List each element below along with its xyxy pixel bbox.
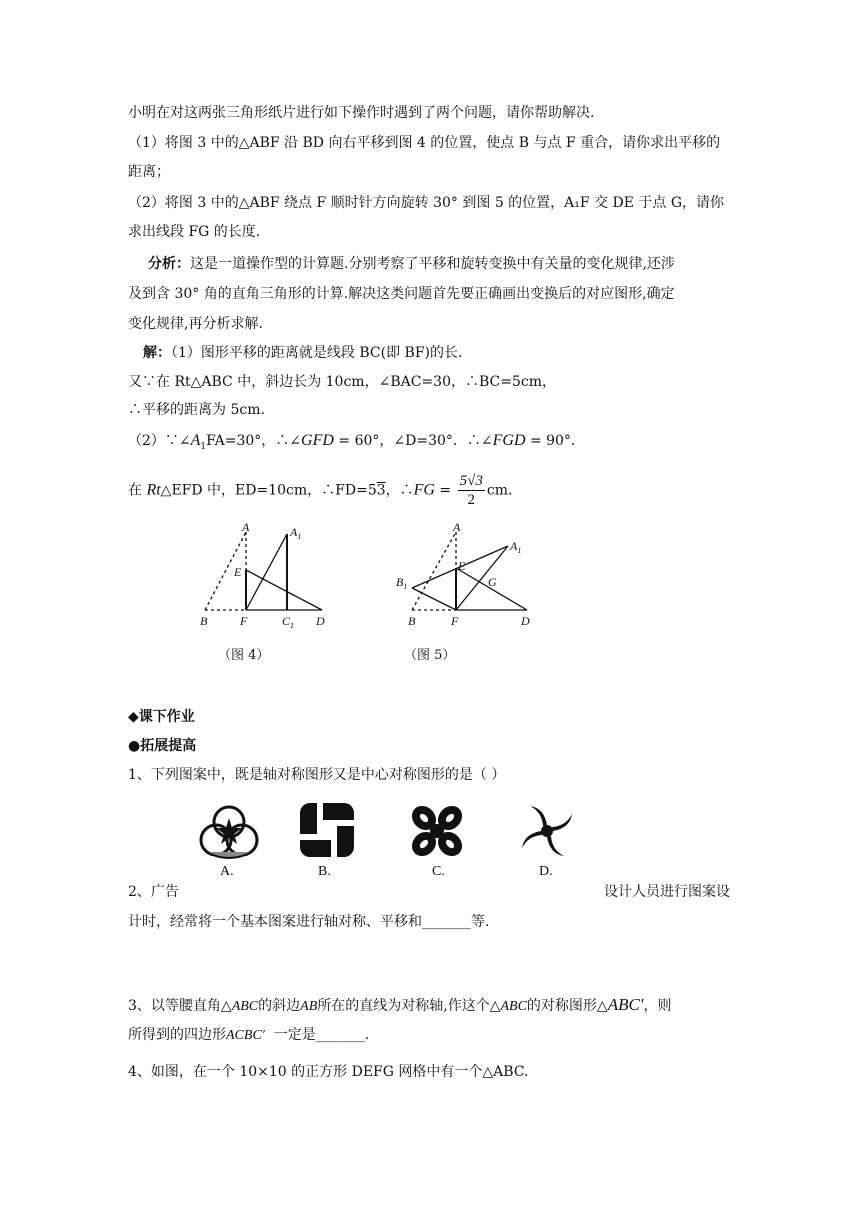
problem-4-text: 4、如图，在一个 10×10 的正方形 DEFG 网格中有一个△ABC. <box>128 1064 529 1080</box>
fig4-label-c1: $C_1$ <box>282 614 295 630</box>
fig5-label-d: D <box>521 614 530 628</box>
p3-part-a: 3、以等腰直角△ <box>128 998 232 1014</box>
sol4-var-fgd: FGD <box>492 432 526 449</box>
option-b-figure <box>297 800 357 860</box>
analysis-label: 分析： <box>148 256 190 272</box>
sol5-var-fg: FG <box>413 481 435 499</box>
fig5-label-g: G <box>488 575 497 589</box>
solution-text-1: （1）图形平移的距离就是线段 BC(即 BF)的长. <box>171 345 463 361</box>
homework-heading: ◆课下作业 <box>128 709 195 725</box>
fig4-label-a: A <box>242 522 250 534</box>
sol5-part-d: ，∴ <box>385 482 414 499</box>
fig4-label-f: F <box>240 614 248 628</box>
p3-part-i: ，则 <box>643 998 672 1014</box>
solution-label: 解： <box>143 345 171 361</box>
option-c-label: C. <box>432 864 445 879</box>
analysis-line-3: 变化规律,再分析求解. <box>128 316 263 332</box>
p3-var-abc-2: ABC <box>500 999 527 1014</box>
solution-line-2: 又∵在 Rt△ABC 中，斜边长为 10cm，∠BAC=30，∴BC=5cm， <box>128 374 556 390</box>
sol5-unit: cm. <box>486 482 513 499</box>
problem-2-line-2: 计时，经常将一个基本图案进行轴对称、平移和_______等. <box>128 914 490 930</box>
sol5-sqrt: 3 <box>376 482 386 499</box>
sol4-part-c: FA=30°，∴∠ <box>206 433 302 449</box>
fig4-line-fa1 <box>246 534 287 610</box>
fig4-label-e: E <box>234 565 242 579</box>
p3-line2-part-c: 一定是_______. <box>273 1027 370 1043</box>
sol4-part-a: （2）∵∠ <box>128 433 191 449</box>
fig5-label-b: B <box>408 614 416 628</box>
problem-3-line-1 <box>128 995 672 1017</box>
problem-2-right: 设计人员进行图案设 <box>604 884 730 900</box>
sol4-part-e: = 60°，∠D=30°．∴∠ <box>333 433 493 449</box>
extension-heading: ●拓展提高 <box>128 738 197 754</box>
analysis-line-1 <box>148 254 675 274</box>
analysis-text-1: 这是一道操作型的计算题.分别考察了平移和旋转变换中有关量的变化规律,还涉 <box>190 256 675 272</box>
question-1-line-1: （1）将图 3 中的△ABF 沿 BD 向右平移到图 4 的位置，使点 B 与点 F 重合，请你求出平移的 <box>128 135 721 151</box>
p3-part-g: 的对称图形△ <box>526 998 608 1014</box>
fig5-label-a1: $A_1$ <box>510 539 522 555</box>
figure-4-diagram <box>190 522 350 632</box>
option-d-label: D. <box>539 864 553 879</box>
sol4-sub: 1 <box>200 441 207 452</box>
figure-5-diagram <box>390 522 550 632</box>
p3-var-acbc: ACBC′ <box>226 1028 265 1043</box>
fig5-label-e: E <box>458 559 466 573</box>
option-d-figure <box>516 800 578 862</box>
question-2-line-2: 求出线段 FG 的长度. <box>128 224 261 240</box>
question-2-line-1: （2）将图 3 中的△ABF 绕点 F 顺时针方向旋转 30° 到图 5 的位置，A₁F 交 DE 于点 G，请你 <box>128 195 725 211</box>
solution-line-4 <box>128 431 585 457</box>
solution-line-3: ∴平移的距离为 5cm. <box>128 402 265 418</box>
p3-var-ab: AB <box>300 999 318 1014</box>
p3-var-abc-prime: ABC′ <box>607 995 644 1014</box>
sol5-part-a: 在 <box>128 482 142 499</box>
p3-line2-part-a: 所得到的四边形 <box>128 1027 226 1043</box>
fig4-label-a1: $A_1$ <box>290 525 302 541</box>
problem-1-text: 1、下列图案中，既是轴对称图形又是中心对称图形的是（ ） <box>128 767 506 783</box>
sol5-fraction <box>458 472 485 509</box>
sol4-part-g: = 90°． <box>525 433 585 449</box>
problem-3-line-2 <box>128 1025 369 1046</box>
analysis-line-2: 及到含 30° 角的直角三角形的计算.解决这类问题首先要正确画出变换后的对应图形,确定 <box>128 286 675 302</box>
sol5-equals: = <box>434 482 456 499</box>
sol4-var-gfd: GFD <box>301 432 334 449</box>
fraction-denominator: 2 <box>467 492 475 508</box>
solution-line-5 <box>128 472 512 509</box>
option-b-label: B. <box>318 864 331 879</box>
sol4-var-a: A <box>190 432 201 449</box>
fig4-label-d: D <box>316 614 325 628</box>
fig4-label-b: B <box>200 614 208 628</box>
solution-line-1 <box>143 343 462 363</box>
fraction-numerator: 5√3 <box>459 473 483 489</box>
sol5-part-c: △EFD 中，ED=10cm，∴FD=5 <box>160 482 377 499</box>
sol5-var-rt: Rt <box>146 481 161 499</box>
problem-2-left: 2、广告 <box>128 884 179 900</box>
option-c-figure <box>406 800 468 862</box>
p3-part-c: 的斜边 <box>258 998 301 1014</box>
option-a-label: A. <box>220 864 234 879</box>
fig5-label-b1: $B_1$ <box>396 575 408 591</box>
intro-text: 小明在对这两张三角形纸片进行如下操作时遇到了两个问题，请你帮助解决. <box>128 105 595 121</box>
fig5-label-a: A <box>453 522 461 534</box>
figure-5-caption: （图 5） <box>404 648 456 663</box>
fig5-line-fa1 <box>456 546 508 610</box>
fig5-label-f: F <box>451 614 459 628</box>
option-a-figure <box>196 800 262 866</box>
p3-part-e: 所在的直线为对称轴,作这个△ <box>317 998 501 1014</box>
p3-var-abc: ABC <box>231 999 259 1014</box>
figure-4-caption: （图 4） <box>218 648 270 663</box>
question-1-line-2: 距离； <box>128 164 170 180</box>
